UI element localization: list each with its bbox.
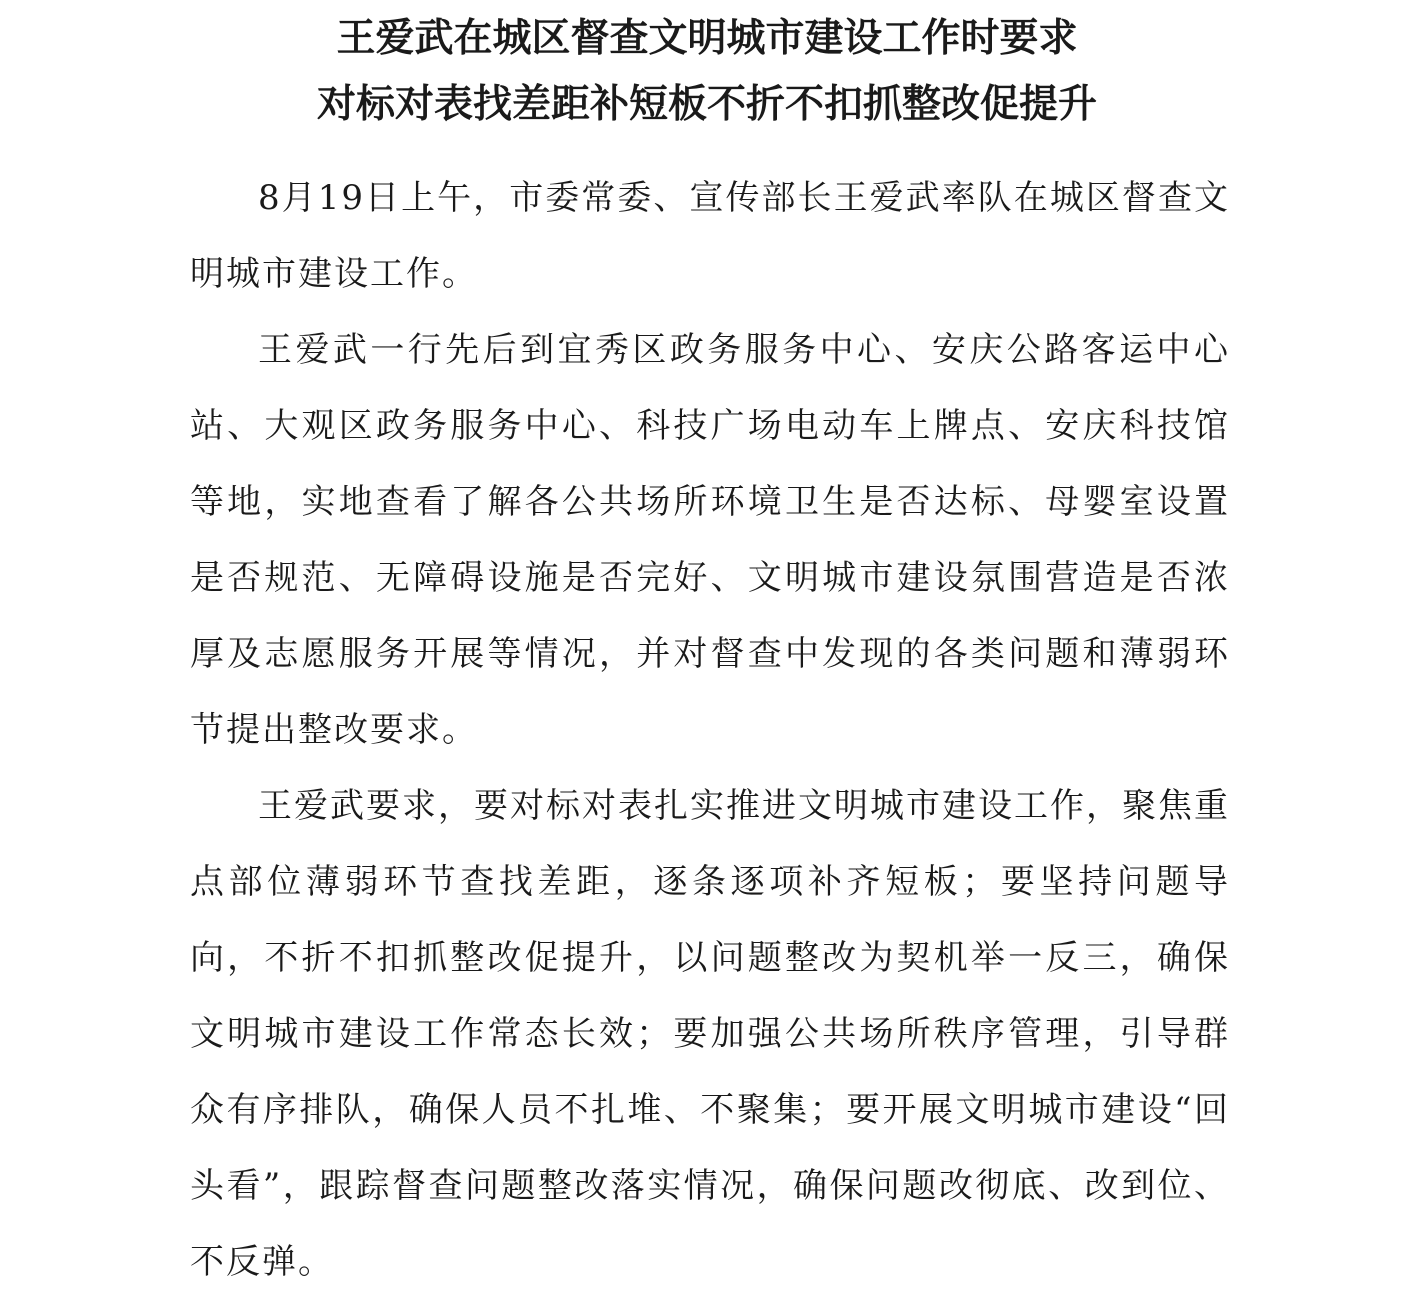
title-line-2: 对标对表找差距补短板不折不扣抓整改促提升: [316, 82, 1097, 127]
document-title: [0, 6, 1414, 138]
title-line-1: 王爱武在城区督查文明城市建设工作时要求: [336, 16, 1078, 61]
paragraph-1: 8月19日上午，市委常委、宣传部长王爱武率队在城区督查文明城市建设工作。: [190, 178, 1230, 294]
paragraph-3: 王爱武要求，要对标对表扎实推进文明城市建设工作，聚焦重点部位薄弱环节查找差距，逐条逐项补齐短板；要坚持问题导向，不折不扣抓整改促提升，以问题整改为契机举一反三，确保文明城市建设工作常态长效；要加强公共场所秩序管理，引导群众有序排队，确保人员不扎堆、不聚集；要开展文明城市建设“回头看”，跟踪督查问题整改落实情况，确保问题改彻底、改到位、不反弹。: [190, 786, 1230, 1282]
paragraph-2: 王爱武一行先后到宜秀区政务服务中心、安庆公路客运中心站、大观区政务服务中心、科技广场电动车上牌点、安庆科技馆等地，实地查看了解各公共场所环境卫生是否达标、母婴室设置是否规范、无障碍设施是否完好、文明城市建设氛围营造是否浓厚及志愿服务开展等情况，并对督查中发现的各类问题和薄弱环节提出整改要求。: [190, 330, 1230, 750]
document-body: [190, 160, 1230, 1300]
